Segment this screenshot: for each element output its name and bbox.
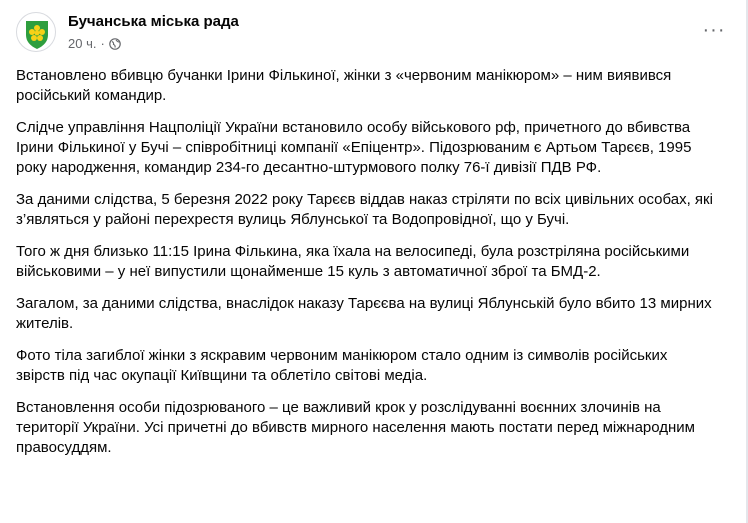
post-meta xyxy=(68,36,121,51)
post-paragraph: За даними слідства, 5 березня 2022 року Тарєєв віддав наказ стріляти по всіх цивільних особах, які з’являться у районі перехрестя вулиць Яблунської та Водопровідної, що у Бучі. xyxy=(16,191,713,228)
post-time[interactable]: 20 ч. xyxy=(68,36,97,51)
post-header xyxy=(16,12,732,56)
post-paragraph: Встановлено вбивцю бучанки Ірини Фількиної, жінки з «червоним манікюром» – ним виявився російський командир. xyxy=(16,67,672,104)
more-options-icon[interactable]: ··· xyxy=(702,18,726,41)
city-logo-icon xyxy=(17,13,56,52)
post-content xyxy=(16,66,716,470)
page-name[interactable]: Бучанська міська рада xyxy=(68,13,239,30)
globe-icon xyxy=(109,38,121,50)
post-paragraph: Слідче управління Нацполіції України встановило особу військового рф, причетного до вбивства Ірини Фількиної у Бучі – співробітниці компанії «Епіцентр». Підозрюваним є Артьом Тарєєв, 1995 року народження, командир 234-го десантно-штурмового полку 76-ї дивізії ПДВ РФ. xyxy=(16,119,692,176)
post-paragraph: Фото тіла загиблої жінки з яскравим червоним манікюром стало одним із символів російських звірств під час окупації Київщини та облетіло світові медіа. xyxy=(16,347,668,384)
post-paragraph: Встановлення особи підозрюваного – це важливий крок у розслідуванні воєнних злочинів на території України. Усі причетні до вбивств мирного населення мають постати перед міжнародним правосуддям. xyxy=(16,399,695,456)
post-paragraph: Того ж дня близько 11:15 Ірина Фількина, яка їхала на велосипеді, була розстріляна російськими військовими – у неї випустили щонайменше 15 куль з автоматичної зброї та БМД-2. xyxy=(16,243,690,280)
meta-separator: · xyxy=(100,36,105,51)
post-paragraph: Загалом, за даними слідства, внаслідок наказу Тарєєва на вулиці Яблунській було вбито 13 мирних жителів. xyxy=(16,295,712,332)
page-avatar[interactable] xyxy=(16,12,56,52)
